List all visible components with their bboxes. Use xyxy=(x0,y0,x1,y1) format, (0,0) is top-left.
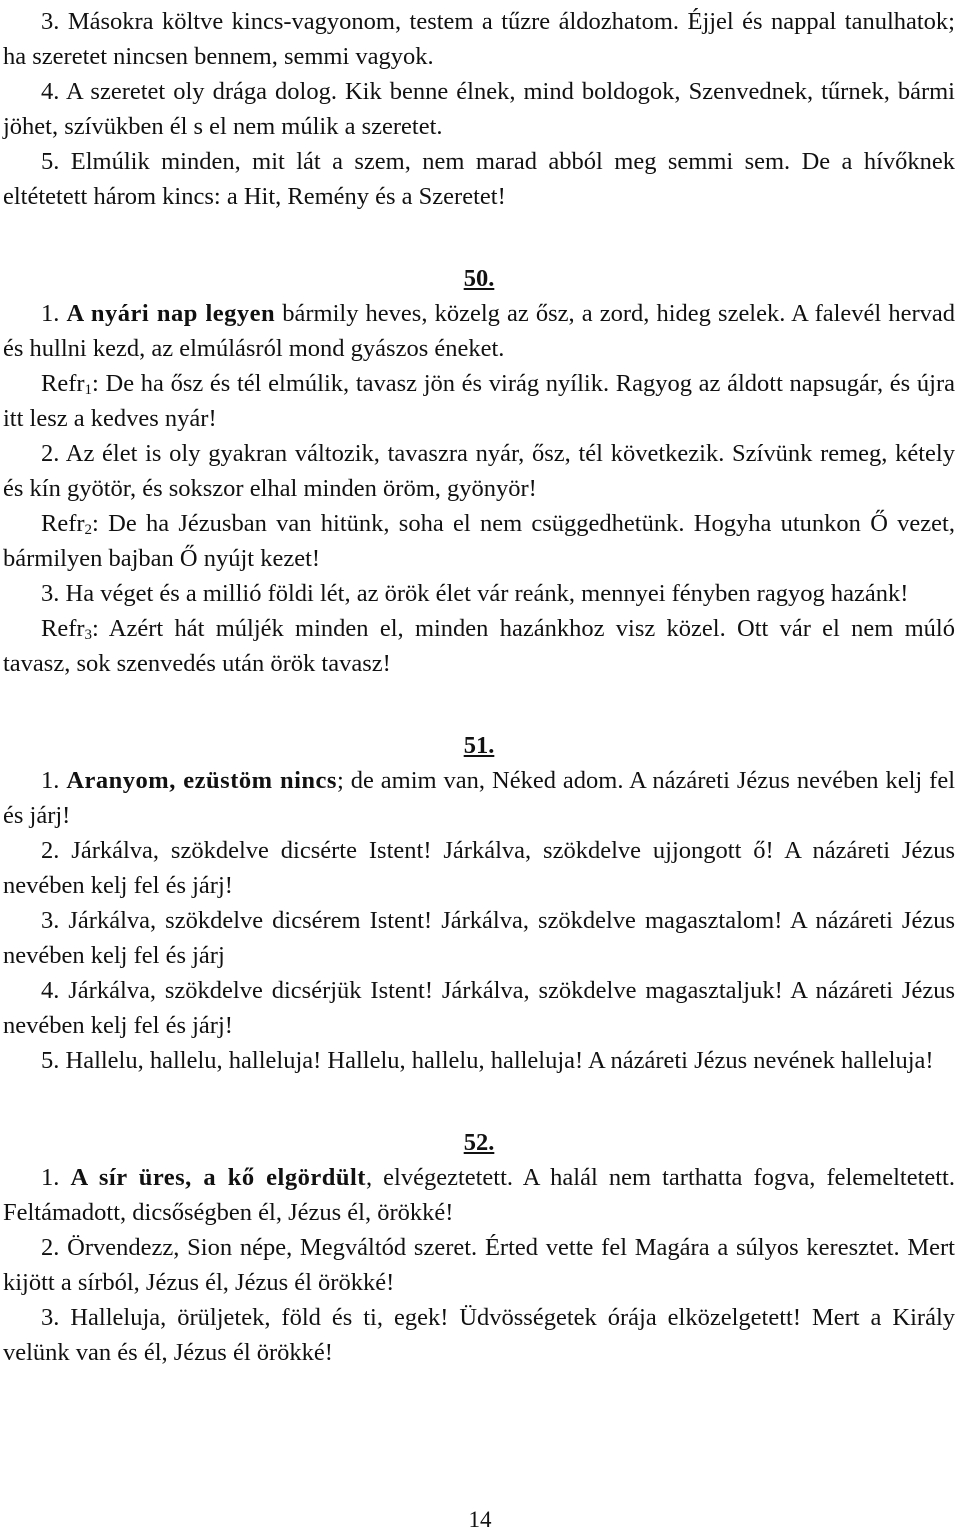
refrain-paragraph xyxy=(3,506,955,576)
verse-paragraph: 3. Halleluja, örüljetek, föld és ti, egek! Üdvösségetek órája elközelgetett! Mert a Király velünk van és él, Jézus él örökké! xyxy=(3,1304,955,1366)
refrain-label: Refr xyxy=(41,370,85,397)
song-number-heading: 51. xyxy=(463,732,495,759)
verse-number: 1. xyxy=(41,767,67,794)
song-number-heading: 52. xyxy=(463,1129,495,1156)
refrain-paragraph xyxy=(3,366,955,436)
refrain-text: : De ha ősz és tél elmúlik, tavasz jön és virág nyílik. Ragyog az áldott napsugár, és újra itt lesz a kedves nyár! xyxy=(3,370,955,432)
verse-text: ; de amim van, Néked adom. A názáreti Jézus nevében kelj fel és járj! xyxy=(3,767,955,829)
verse-paragraph xyxy=(3,1160,955,1230)
refrain-label: Refr xyxy=(41,510,85,537)
refrain-label: Refr xyxy=(41,615,85,642)
section-gap xyxy=(3,681,955,728)
refrain-index: 3 xyxy=(84,627,93,643)
song-title: Aranyom, ezüstöm nincs xyxy=(66,767,337,794)
refrain-text: : Azért hát múljék minden el, minden hazánkhoz visz közel. Ott vár el nem múló tavasz, sok szenvedés után örök tavasz! xyxy=(3,615,955,677)
section-gap xyxy=(3,1078,955,1125)
verse-paragraph: 3. Járkálva, szökdelve dicsérem Istent! Járkálva, szökdelve magasztalom! A názáreti Jézus nevében kelj fel és járj xyxy=(3,907,955,969)
verse-paragraph xyxy=(3,763,955,833)
verse-paragraph: 2. Örvendezz, Sion népe, Megváltód szeret. Érted vette fel Magára a súlyos keresztet. Mert kijött a sírból, Jézus él, Jézus él örökké! xyxy=(3,1234,955,1296)
verse-paragraph: 2. Járkálva, szökdelve dicsérte Istent! Járkálva, szökdelve ujjongott ő! A názáreti Jézus nevében kelj fel és járj! xyxy=(3,837,955,899)
verse-paragraph: 4. Járkálva, szökdelve dicsérjük Istent! Járkálva, szökdelve magasztaljuk! A názáreti Jézus nevében kelj fel és járj! xyxy=(3,977,955,1039)
section-gap xyxy=(3,214,955,261)
verse-paragraph xyxy=(3,296,955,366)
verse-text: bármily heves, közelg az ősz, a zord, hideg szelek. A falevél hervad és hullni kezd, az elmúlásról mond gyászos éneket. xyxy=(3,300,955,362)
verse-text: , elvégeztetett. A halál nem tarthatta fogva, felemeltetett. Feltámadott, dicsőségben él, Jézus él, örökké! xyxy=(3,1164,955,1226)
refrain-index: 1 xyxy=(84,382,93,398)
verse-paragraph: 3. Másokra költve kincs-vagyonom, testem a tűzre áldozhatom. Éjjel és nappal tanulhatok; ha szeretet nincsen bennem, semmi vagyok. xyxy=(3,8,955,70)
verse-paragraph: 2. Az élet is oly gyakran változik, tavaszra nyár, ősz, tél következik. Szívünk remeg, kétely és kín gyötör, és sokszor elhal minden öröm, gyönyör! xyxy=(3,440,955,502)
verse-paragraph: 3. Ha véget és a millió földi lét, az örök élet vár reánk, mennyei fényben ragyog hazánk! xyxy=(41,580,909,607)
verse-number: 1. xyxy=(41,1164,71,1191)
refrain-index: 2 xyxy=(84,522,93,538)
refrain-paragraph xyxy=(3,611,955,681)
song-number-heading: 50. xyxy=(463,265,495,292)
verse-paragraph: 5. Hallelu, hallelu, halleluja! Hallelu, hallelu, halleluja! A názáreti Jézus nevének halleluja! xyxy=(41,1047,934,1074)
verse-paragraph: 5. Elmúlik minden, mit lát a szem, nem marad abból meg semmi sem. De a hívőknek eltétetett három kincs: a Hit, Remény és a Szeretet! xyxy=(3,148,955,210)
verse-paragraph: 4. A szeretet oly drága dolog. Kik benne élnek, mind boldogok, Szenvednek, tűrnek, bármi jöhet, szívükben él s el nem múlik a szeretet. xyxy=(3,78,955,140)
refrain-text: : De ha Jézusban van hitünk, soha el nem csüggedhetünk. Hogyha utunkon Ő vezet, bármilyen bajban Ő nyújt kezet! xyxy=(3,510,955,572)
song-title: A nyári nap legyen xyxy=(66,300,276,327)
song-title: A sír üres, a kő elgördült xyxy=(70,1164,366,1191)
verse-number: 1. xyxy=(41,300,67,327)
page-number: 14 xyxy=(468,1507,492,1532)
